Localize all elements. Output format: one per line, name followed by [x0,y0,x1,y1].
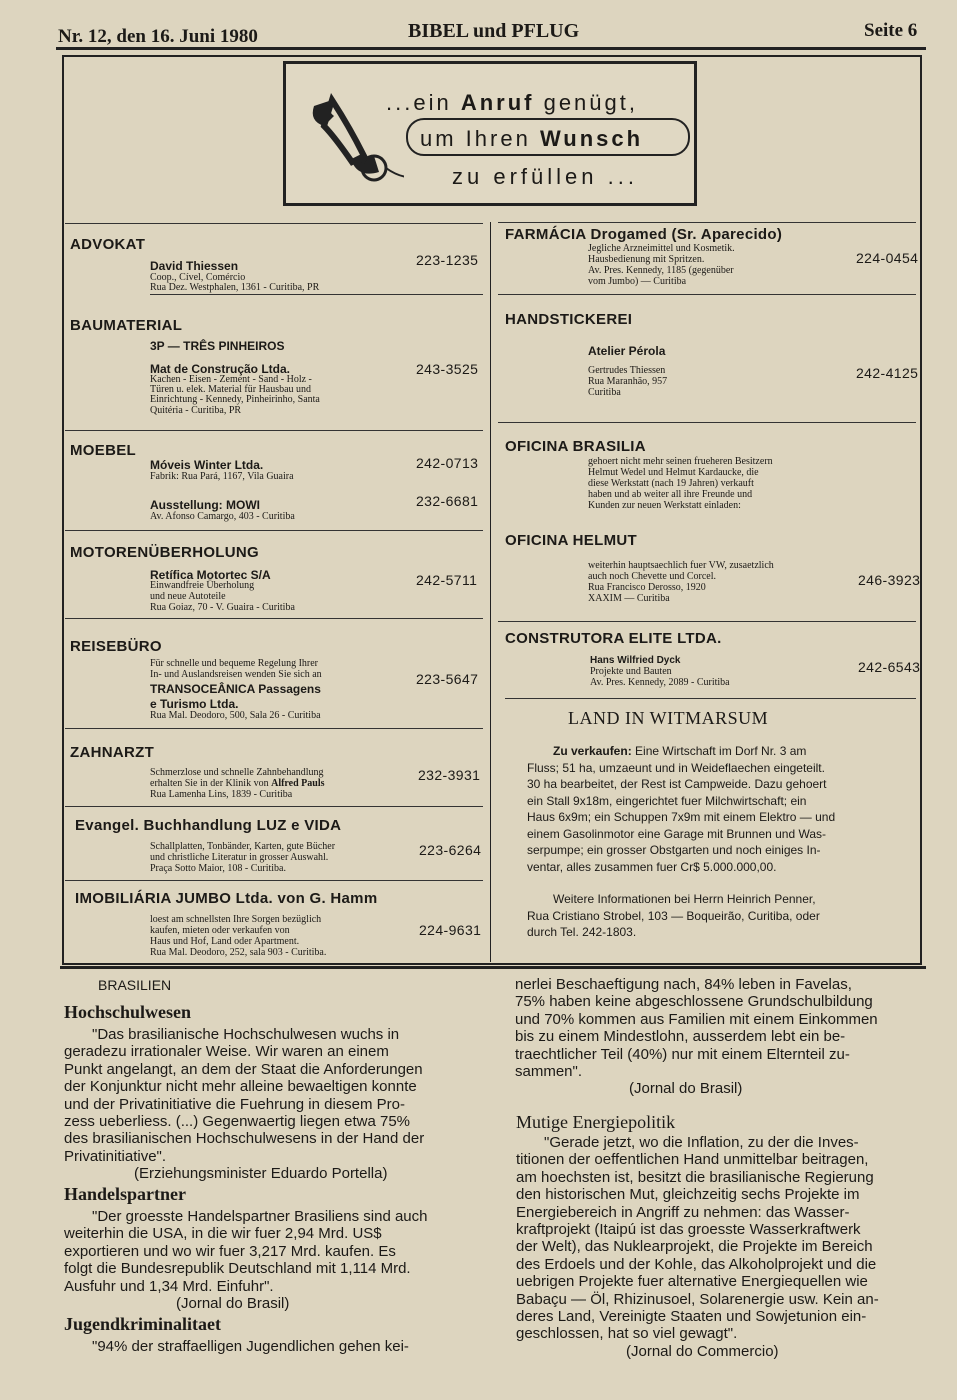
hand-line: Gertrudes Thiessen [588,365,666,376]
advokat-phone: 223-1235 [416,252,479,268]
moebel-phone: 232-6681 [416,493,479,509]
article-energiepolitik: "Gerade jetzt, wo die Inflation, zu der die Inves- titionen der oeffentlichen Hand unmittelbar beitragen, am hoechsten ist, besitzt die brasilianische Regierung den historischen Mut, gleichzeitig sechs Projekte im Energiebereich in Angriff zu nehmen: das Wasser- kraftprojekt (Itaipú ist das groesste Wasserkraftwerk der Welt), das Nuklearprojekt, die Projekte im Bereich des Erdoels und der Kohle, das Alkoholprojekt und die uebrigen Projekte fuer alternative Energiequellen wie Babaçu — Öl, Rhizinusoel, Solarenergie usw. Kein an- deres Land, Vereinigte Staaten und Sowjetunion ein- geschlossen, hat so viel gewagt". (Jornal do Commercio) [516,1134,879,1360]
newspaper-title: BIBEL und PFLUG [408,20,580,42]
imob-line: loest am schnellsten Ihre Sorgen bezüglich [150,914,322,925]
imob-phone: 224-9631 [419,922,482,938]
farm-phone: 224-0454 [856,250,919,266]
zahn-phone: 232-3931 [418,767,481,783]
heading-energiepolitik: Mutige Energiepolitik [516,1112,676,1132]
divider [65,618,483,619]
ofh-line: Rua Francisco Derosso, 1920 [588,582,706,593]
section-label: BRASILIEN [98,977,172,993]
divider [65,223,483,224]
wunsch-bubble [406,118,690,156]
buch-address: Praça Sotto Maior, 108 - Curitiba. [150,863,286,874]
category-oficina-brasilia: OFICINA BRASILIA [505,438,646,455]
buch-line: und christliche Literatur in grosser Auswahl. [150,852,329,863]
heading-handelspartner: Handelspartner [64,1184,187,1204]
farm-line: Hausbedienung mit Spritzen. [588,254,705,265]
category-immobilien: IMOBILIÁRIA JUMBO Ltda. von G. Hamm [75,890,378,907]
hand-line: Rua Maranhão, 957 [588,376,668,387]
land-offer: Zu verkaufen: Eine Wirtschaft im Dorf Nr. 3 am Fluss; 51 ha, umzaeunt und in Weideflaechen eingeteilt. 30 ha bearbeitet, der Rest ist Campweide. Dazu gehoert ein Stall 9x18m, eingerichtet fuer Milchwirtschaft; ein Haus 6x9m; ein Schuppen 7x9m mit einem Elektro — und einem Gasolinmotor eine Garage mit Brunnen und Was- serpumpe; ein grosser Obstgarten und noch einiges In- ventar, alles zusammen fuer Cr$ 5.000.000,00. Weitere Informationen bei Herrn Heinrich Penner, Rua Cristiano Strobel, 103 — Boqueirão, Curitiba, oder durch Tel. 242-1803. [527,744,836,939]
moebel-address: Av. Afonso Camargo, 403 - Curitiba [150,511,295,522]
motor-phone: 242-5711 [416,572,478,588]
buch-phone: 223-6264 [419,842,482,858]
advokat-line: Coop., Cível, Comércio [150,272,246,283]
divider [65,430,483,431]
constr-phone: 242-6543 [858,659,921,675]
ofb-line: gehoert nicht mehr seinen frueheren Besitzern [588,456,773,467]
article-hochschulwesen: "Das brasilianische Hochschulwesen wuchs in geradezu irrationaler Weise. Wir waren an einem Punkt angelangt, an dem der Staat die Anforderungen der Konjunktur nicht mehr alleine bewaeltigen konnte und der Privatinitiative die Fuehrung in diesem Pro- zess ueberliess. (...) Gegenwaertig liegen etwa 75% des brasilianischen Hochschulwesens in der Hand der Privatinitiative". (Erziehungsminister Eduardo Portella) [64,1026,425,1183]
divider [505,698,916,699]
divider [498,621,916,622]
moebel-phone: 242-0713 [416,455,479,471]
farm-line: Jegliche Arzneimittel und Kosmetik. [588,243,735,254]
ofh-line: XAXIM — Curitiba [588,593,670,604]
baumaterial-line: Quitéria - Curitiba, PR [150,405,242,416]
category-farmacia: FARMÁCIA Drogamed (Sr. Aparecido) [505,226,783,243]
farm-line: Av. Pres. Kennedy, 1185 (gegenüber [588,265,734,276]
category-advokat: ADVOKAT [70,236,146,253]
category-oficina-helmut: OFICINA HELMUT [505,532,637,549]
divider [150,294,483,295]
moebel-address: Fabrik: Rua Pará, 1167, Vila Guaira [150,471,294,482]
banner-line-2: um Ihren Wunsch [420,126,644,151]
imob-address: Rua Mal. Deodoro, 252, sala 903 - Curitiba. [150,947,327,958]
banner-line-1: ...ein Anruf genügt, [386,90,638,115]
hand-line: Curitiba [588,387,621,398]
buch-line: Schallplatten, Tonbänder, Karten, gute Bücher [150,841,336,852]
category-baumaterial: BAUMATERIAL [70,317,183,334]
motor-line: Einwandfreie Überholung [150,580,255,591]
ofb-line: Helmut Wedel und Helmut Kardaucke, die [588,467,759,478]
constr-address: Av. Pres. Kennedy, 2089 - Curitiba [590,677,730,688]
phone-banner [283,61,697,206]
moebel-name: Móveis Winter Ltda. [150,458,264,472]
section-rule [60,966,926,969]
category-buchhandlung: Evangel. Buchhandlung LUZ e VIDA [75,817,342,834]
category-motor: MOTORENÜBERHOLUNG [70,544,259,561]
category-reise: REISEBÜRO [70,638,162,655]
issue-info: Nr. 12, den 16. Juni 1980 [58,26,258,47]
constr-line: Projekte und Bauten [590,666,672,677]
ofb-line: haben und ab weiter all ihre Freunde und [588,489,753,500]
reise-name: TRANSOCEÂNICA Passagens [150,682,321,696]
article-handelspartner: "Der groesste Handelspartner Brasiliens sind auch weiterhin die USA, in die wir fuer 2,94 Mrd. US$ exportieren und wo wir fuer 3,217 Mrd. kaufen. Es folgt die Bundesrepublik Deutschland mit 1,114 Mrd. Ausfuhr und 1,34 Mrd. Einfuhr". (Jornal do Brasil) [64,1208,428,1313]
advokat-address: Rua Dez. Westphalen, 1361 - Curitiba, PR [150,282,320,293]
zahn-address: Rua Lamenha Lins, 1839 - Curitiba [150,789,293,800]
article-jugendkriminalitaet: "94% der straffaelligen Jugendlichen gehen kei- [92,1338,409,1355]
baumaterial-name: Mat de Construção Ltda. [150,362,291,376]
reise-phone: 223-5647 [416,671,479,687]
zahn-line: erhalten Sie in der Klinik von Alfred Pauls [150,778,325,789]
header-rule [56,47,926,50]
heading-hochschulwesen: Hochschulwesen [64,1002,192,1022]
banner-line-3: zu erfüllen ... [452,164,638,189]
ofb-line: diese Werkstatt (nach 19 Jahren) verkauft [588,478,754,489]
divider [498,422,916,423]
baumaterial-brand: 3P — TRÊS PINHEIROS [150,339,285,353]
motor-name: Retífica Motortec S/A [150,568,271,582]
category-handstickerei: HANDSTICKEREI [505,311,633,328]
column-divider [490,222,491,962]
constr-name: Hans Wilfried Dyck [590,655,681,666]
baumaterial-line: Türen u. elek. Material für Hausbau und [150,384,312,395]
ofb-line: Kunden zur neuen Werkstatt einladen: [588,500,741,511]
baumaterial-phone: 243-3525 [416,361,479,377]
ofh-line: auch noch Chevette und Corcel. [588,571,717,582]
ofh-line: weiterhin hauptsaechlich fuer VW, zusaetzlich [588,560,774,571]
heading-jugendkriminalitaet: Jugendkriminalitaet [64,1314,222,1334]
hand-name: Atelier Pérola [588,344,666,358]
divider [65,530,483,531]
divider [498,222,916,223]
advokat-name: David Thiessen [150,259,239,273]
divider [498,294,916,295]
imob-line: Haus und Hof, Land oder Apartment. [150,936,300,947]
divider [65,728,483,729]
reise-line: Für schnelle und bequeme Regelung Ihrer [150,658,319,669]
category-construtora: CONSTRUTORA ELITE LTDA. [505,630,722,647]
baumaterial-line: Kachen - Eisen - Zement - Sand - Holz - [150,374,312,385]
page-number: Seite 6 [864,20,918,41]
ofh-phone: 246-3923 [858,572,921,588]
farm-line: vom Jumbo) — Curitiba [588,276,687,287]
category-zahnarzt: ZAHNARZT [70,744,155,761]
motor-line: und neue Autoteile [150,591,226,602]
reise-line: In- und Auslandsreisen wenden Sie sich an [150,669,322,680]
land-title: LAND IN WITMARSUM [568,708,769,728]
motor-address: Rua Goiaz, 70 - V. Guaira - Curitiba [150,602,295,613]
divider [65,806,483,807]
zahn-line: Schmerzlose und schnelle Zahnbehandlung [150,767,324,778]
reise-address: Rua Mal. Deodoro, 500, Sala 26 - Curitiba [150,710,321,721]
hand-phone: 242-4125 [856,365,919,381]
category-moebel: MOEBEL [70,442,136,459]
article-jugendkriminalitaet-cont: nerlei Beschaeftigung nach, 84% leben in Favelas, 75% haben keine abgeschlossene Grundschulbildung und 70% kommen aus Familien mit einem Einkommen bis zu einem Mindestlohn, ausserdem lebt ein be- traechtlicher Teil (40%) nur mit einem Elternteil zu- sammen". (Jornal do Brasil) [515,976,878,1098]
imob-line: kaufen, mieten oder verkaufen von [150,925,290,936]
moebel-showroom: Ausstellung: MOWI [150,498,260,512]
divider [65,880,483,881]
reise-name: e Turismo Ltda. [150,697,239,711]
baumaterial-line: Einrichtung - Kennedy, Pinheirinho, Santa [150,394,320,405]
